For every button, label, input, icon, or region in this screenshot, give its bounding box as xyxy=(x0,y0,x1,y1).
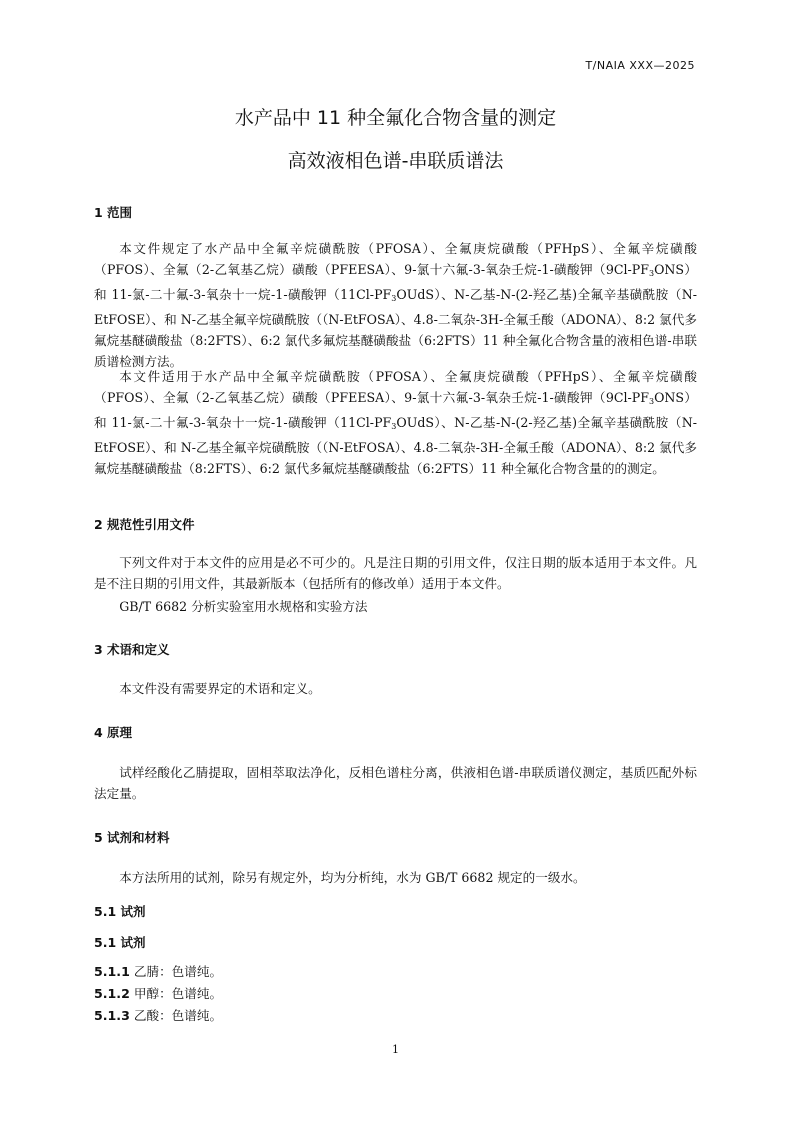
list-item xyxy=(94,983,222,1002)
document-number: T/NAIA XXX—2025 xyxy=(585,59,695,72)
list-item xyxy=(94,961,222,980)
section-4-heading: 4 原理 xyxy=(94,725,133,740)
section-2-paragraph-1: 下列文件对于本文件的应用是必不可少的。凡是注日期的引用文件，仅注日期的版本适用于本文件。凡是不注日期的引用文件，其最新版本（包括所有的修改单）适用于本文件。 xyxy=(94,555,697,591)
item-text: 甲醇：色谱纯。 xyxy=(133,986,223,1001)
normative-reference: GB/T 6682 分析实验室用水规格和实验方法 xyxy=(119,599,368,614)
section-3-heading: 3 术语和定义 xyxy=(94,642,170,657)
item-text: 乙腈：色谱纯。 xyxy=(133,964,223,979)
item-number: 5.1.1 xyxy=(94,964,130,979)
page-number: 1 xyxy=(392,1043,399,1056)
document-title: 水产品中 11 种全氟化合物含量的测定 xyxy=(234,107,557,129)
subsection-5-1-heading-repeat: 5.1 试剂 xyxy=(94,935,146,950)
subsection-5-1-heading: 5.1 试剂 xyxy=(94,904,146,919)
section-4-paragraph-1: 试样经酸化乙腈提取，固相萃取法净化，反相色谱柱分离，供液相色谱-串联质谱仪测定，基质匹配外标法定量。 xyxy=(94,765,697,801)
section-1-heading: 1 范围 xyxy=(94,205,133,220)
section-1-paragraph-1: 本文件规定了水产品中全氟辛烷磺酰胺（PFOSA）、全氟庚烷磺酸（PFHpS）、全氟辛烷磺酸（PFOS）、全氟（2-乙氧基乙烷）磺酸（PFEESA）、9-氯十六氟-3-氧杂壬烷-1-磺酸钾$(9Cl-PF_3ONS)$和 11-氯-二十氟-3-氧杂十一烷-1-磺酸钾$(11Cl-PF_3OUdS)$、N-乙基-N-(2-羟乙基)全氟辛基磺酰胺（N-EtFOSE）、和 N-乙基全氟辛烷磺酰胺（（N-EtFOSA）、4.8-二氧杂-3H-全氟壬酸（ADONA）、8:2 氯代多氟烷基醚磺酸盐（8:2FTS）、6:2 氯代多氟烷基醚磺酸盐（6:2FTS）11 种全氟化合物含量的液相色谱-串联质谱检测方法。 xyxy=(94,241,697,369)
section-5-heading: 5 试剂和材料 xyxy=(94,830,170,845)
section-3-paragraph-1: 本文件没有需要界定的术语和定义。 xyxy=(119,681,321,696)
document-subtitle: 高效液相色谱-串联质谱法 xyxy=(287,150,504,172)
item-number: 5.1.3 xyxy=(94,1008,130,1023)
section-5-paragraph-1: 本方法所用的试剂，除另有规定外，均为分析纯，水为 GB/T 6682 规定的一级水。 xyxy=(119,870,586,885)
list-item xyxy=(94,1005,222,1024)
section-1-paragraph-2: 本文件适用于水产品中全氟辛烷磺酰胺（PFOSA）、全氟庚烷磺酸（PFHpS）、全氟辛烷磺酸（PFOS）、全氟（2-乙氧基乙烷）磺酸（PFEESA）、9-氯十六氟-3-氧杂壬烷-1-磺酸钾$(9Cl-PF_3ONS)$和 11-氯-二十氟-3-氧杂十一烷-1-磺酸钾$(11Cl-PF_3OUdS)$、N-乙基-N-(2-羟乙基)全氟辛基磺酰胺（N-EtFOSE）、和 N-乙基全氟辛烷磺酰胺（（N-EtFOSA）、4.8-二氧杂-3H-全氟壬酸（ADONA）、8:2 氯代多氟烷基醚磺酸盐（8:2FTS）、6:2 氯代多氟烷基醚磺酸盐（6:2FTS）11 种全氟化合物含量的的测定。 xyxy=(94,369,697,476)
item-number: 5.1.2 xyxy=(94,986,130,1001)
item-text: 乙酸：色谱纯。 xyxy=(133,1008,223,1023)
section-2-heading: 2 规范性引用文件 xyxy=(94,517,195,532)
